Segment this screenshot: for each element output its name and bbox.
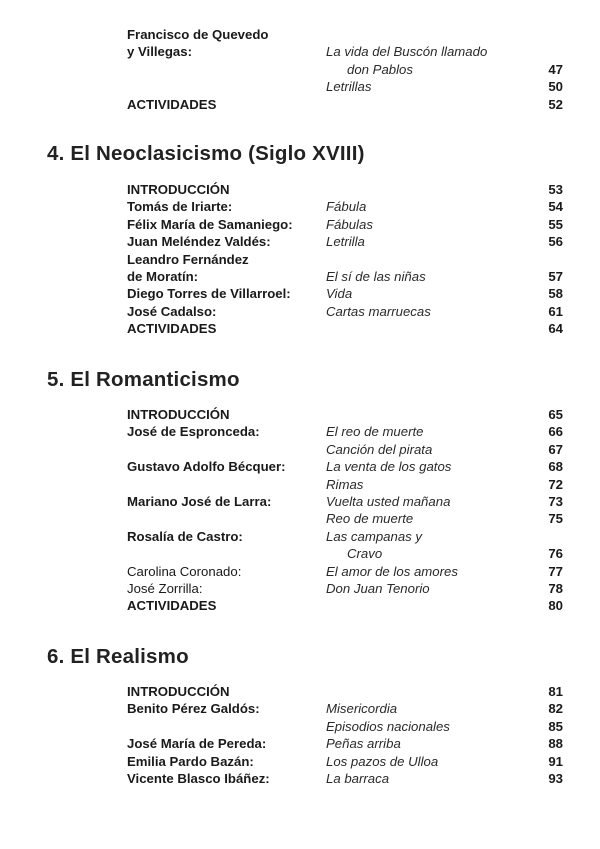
entry-work-title: El sí de las niñas (326, 268, 426, 284)
toc-entry (0, 268, 600, 285)
entry-work-title: La vida del Buscón llamado (326, 44, 488, 60)
entry-work-title: Vida (326, 286, 353, 302)
entry-author: Leandro Fernández (127, 251, 249, 267)
entry-work-title: Letrilla (326, 234, 365, 250)
toc-rows (0, 683, 600, 787)
entry-page-number: 85 (548, 718, 563, 734)
entry-page-number: 82 (548, 701, 563, 717)
entry-page-number: 53 (548, 182, 563, 197)
entry-page-number: 58 (548, 286, 563, 302)
toc-entry (0, 251, 600, 268)
entry-page-number: 57 (548, 268, 563, 284)
entry-page-number: 68 (548, 459, 563, 475)
entry-author: José Cadalso: (127, 303, 217, 319)
entry-work-title: Fábula (326, 199, 367, 215)
toc-entry (0, 476, 600, 493)
entry-page-number: 50 (548, 79, 563, 95)
entry-work-title: Reo de muerte (326, 511, 414, 527)
toc-entry (0, 683, 600, 700)
toc-entry (0, 285, 600, 302)
entry-author: Francisco de Quevedo (127, 27, 269, 42)
entry-page-number: 81 (548, 684, 563, 699)
entry-page-number: 80 (548, 598, 563, 614)
entry-author: INTRODUCCIÓN (127, 684, 230, 699)
entry-page-number: 75 (548, 511, 563, 527)
entry-page-number: 93 (548, 770, 563, 786)
toc-entry (0, 198, 600, 215)
entry-author: Emilia Pardo Bazán: (127, 753, 254, 769)
entry-page-number: 67 (548, 441, 563, 457)
entry-author: Tomás de Iriarte: (127, 199, 233, 215)
toc-rows (0, 26, 600, 113)
entry-work-title: Los pazos de Ulloa (326, 753, 439, 769)
toc-entry (0, 735, 600, 752)
entry-work-title: Las campanas y (326, 528, 423, 544)
toc-entry (0, 216, 600, 233)
entry-author: INTRODUCCIÓN (127, 182, 230, 197)
toc-entry (0, 458, 600, 475)
toc-rows (0, 406, 600, 615)
entry-page-number: 65 (548, 407, 563, 422)
entry-work-title: La venta de los gatos (326, 459, 452, 475)
toc-entry (0, 96, 600, 113)
entry-author: Juan Meléndez Valdés: (127, 234, 271, 250)
entry-work-title: Fábulas (326, 216, 373, 232)
toc-entry (0, 700, 600, 717)
entry-work-title: Episodios nacionales (326, 718, 450, 734)
toc-entry (0, 303, 600, 320)
toc-entry (0, 26, 600, 43)
entry-page-number: 73 (548, 493, 563, 509)
entry-author: Mariano José de Larra: (127, 493, 272, 509)
entry-page-number: 54 (548, 199, 563, 215)
entry-page-number: 66 (548, 424, 563, 440)
entry-page-number: 77 (548, 563, 563, 579)
entry-work-title: Don Juan Tenorio (326, 580, 430, 596)
entry-page-number: 91 (548, 753, 563, 769)
toc-entry (0, 320, 600, 337)
toc-entry (0, 181, 600, 198)
entry-page-number: 52 (548, 96, 563, 112)
toc-rows (0, 181, 600, 338)
toc-entry (0, 233, 600, 250)
entry-page-number: 56 (548, 234, 563, 250)
toc-entry (0, 441, 600, 458)
toc-entry (0, 78, 600, 95)
toc-entry (0, 597, 600, 614)
entry-work-title: El amor de los amores (326, 563, 458, 579)
toc-entry (0, 406, 600, 423)
toc-entry (0, 423, 600, 440)
entry-author: Félix María de Samaniego: (127, 216, 293, 232)
entry-page-number: 88 (548, 736, 563, 752)
entry-author: José de Espronceda: (127, 424, 260, 440)
entry-work-title: Misericordia (326, 701, 398, 717)
entry-work-title: El reo de muerte (326, 424, 424, 440)
toc-entry (0, 770, 600, 787)
entry-page-number: 47 (548, 61, 563, 77)
entry-page-number: 72 (548, 476, 563, 492)
toc-entry (0, 510, 600, 527)
entry-work-title: La barraca (326, 770, 390, 786)
entry-work-title: don Pablos (347, 61, 413, 77)
section-heading: 5. El Romanticismo (47, 368, 240, 391)
entry-work-title: Vuelta usted mañana (326, 493, 451, 509)
toc-entry (0, 528, 600, 545)
entry-author: ACTIVIDADES (127, 96, 217, 112)
entry-author: y Villegas: (127, 44, 192, 60)
entry-work-title: Rimas (326, 476, 364, 492)
entry-author: INTRODUCCIÓN (127, 407, 230, 422)
entry-work-title: Peñas arriba (326, 736, 401, 752)
toc-entry (0, 43, 600, 60)
entry-work-title: Cartas marruecas (326, 303, 431, 319)
toc-entry (0, 580, 600, 597)
entry-author: Carolina Coronado: (127, 563, 242, 579)
toc-entry (0, 718, 600, 735)
entry-author: ACTIVIDADES (127, 321, 217, 337)
entry-author: de Moratín: (127, 268, 199, 284)
entry-author: José María de Pereda: (127, 736, 267, 752)
entry-author: Benito Pérez Galdós: (127, 701, 260, 717)
entry-page-number: 61 (548, 303, 563, 319)
entry-page-number: 78 (548, 580, 563, 596)
entry-work-title: Canción del pirata (326, 441, 433, 457)
section-heading: 6. El Realismo (47, 645, 189, 668)
entry-author: ACTIVIDADES (127, 598, 217, 614)
toc-entry (0, 563, 600, 580)
toc-entry (0, 61, 600, 78)
entry-page-number: 76 (548, 546, 563, 562)
entry-page-number: 55 (548, 216, 563, 232)
section-heading: 4. El Neoclasicismo (Siglo XVIII) (47, 142, 365, 165)
entry-author: José Zorrilla: (127, 580, 203, 596)
entry-work-title: Letrillas (326, 79, 372, 95)
entry-author: Gustavo Adolfo Bécquer: (127, 459, 286, 475)
toc-entry (0, 545, 600, 562)
entry-author: Vicente Blasco Ibáñez: (127, 770, 270, 786)
entry-work-title: Cravo (347, 546, 383, 562)
entry-author: Rosalía de Castro: (127, 528, 243, 544)
entry-page-number: 64 (548, 321, 563, 337)
entry-author: Diego Torres de Villarroel: (127, 286, 291, 302)
toc-entry (0, 753, 600, 770)
toc-entry (0, 493, 600, 510)
